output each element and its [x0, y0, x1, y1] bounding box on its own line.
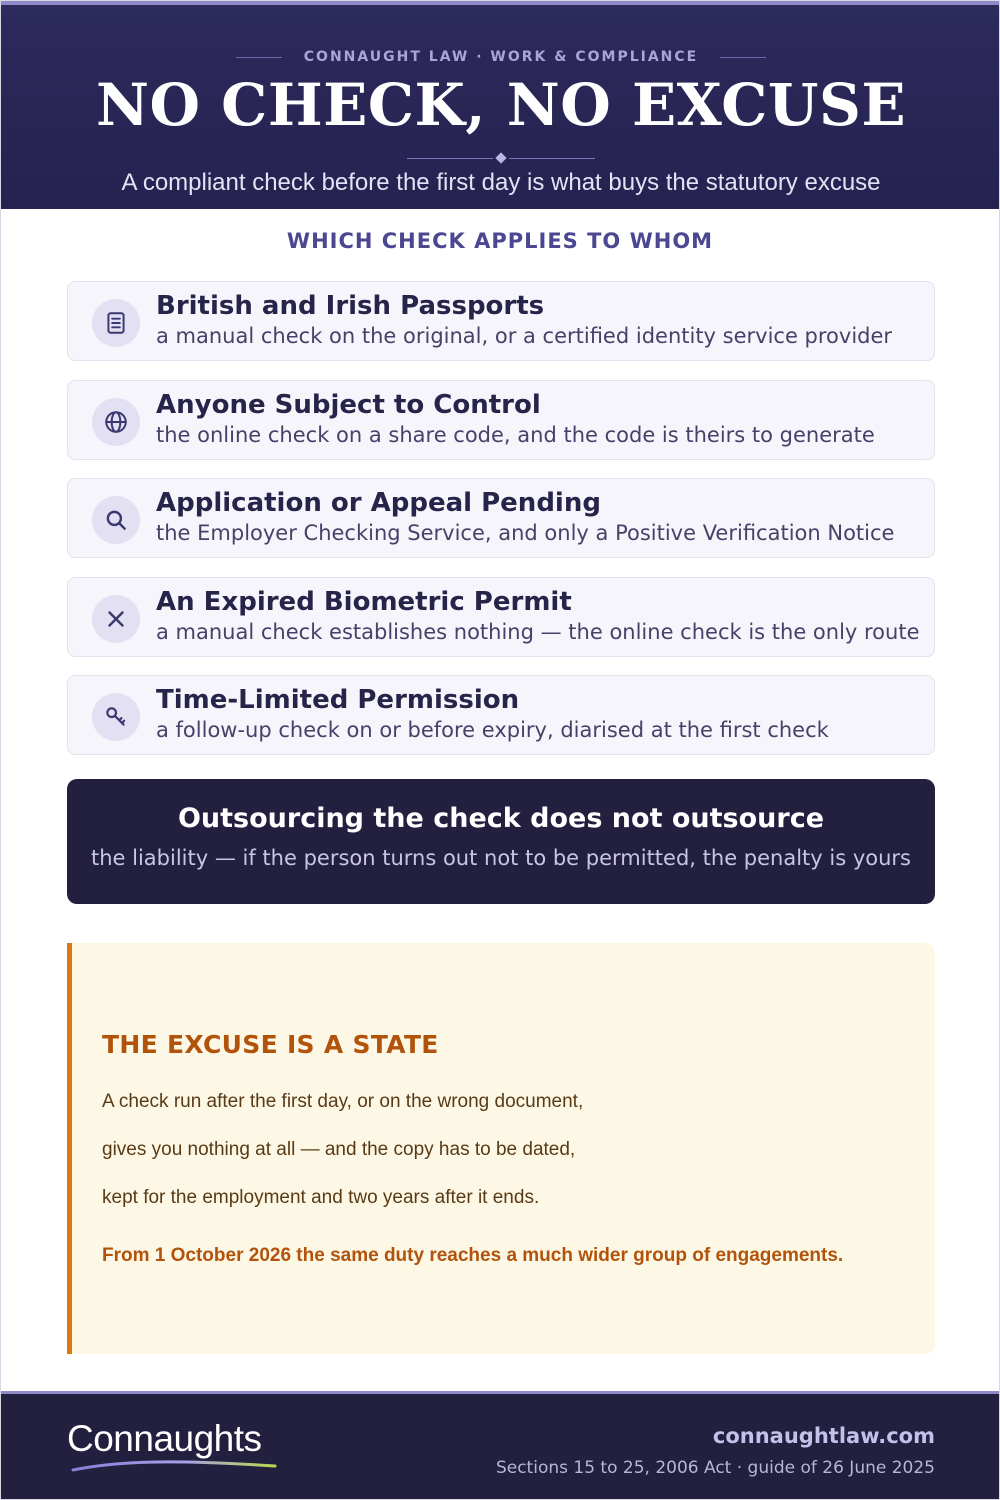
- logo-swoosh-icon: [71, 1458, 277, 1474]
- ornament-line-left: [407, 158, 493, 159]
- diamond-icon: [495, 152, 506, 163]
- check-card-application-pending: [67, 478, 935, 558]
- search-icon: [92, 496, 140, 544]
- note-line: kept for the employment and two years after it ends.: [102, 1187, 540, 1208]
- document-icon: [92, 299, 140, 347]
- note-emphasis: From 1 October 2026 the same duty reaches a much wider group of engagements.: [102, 1245, 844, 1266]
- note-title: THE EXCUSE IS A STATE: [102, 1030, 439, 1059]
- card-description: the Employer Checking Service, and only a Positive Verification Notice: [156, 521, 895, 545]
- eyebrow-divider-right: [720, 57, 766, 58]
- card-title: Time-Limited Permission: [156, 685, 520, 715]
- check-card-expired-permit: [67, 577, 935, 657]
- brand-logo: Connaughts: [67, 1418, 262, 1459]
- check-card-time-limited: [67, 675, 935, 755]
- card-title: Application or Appeal Pending: [156, 488, 601, 518]
- ornament-line-right: [509, 158, 595, 159]
- website-link[interactable]: connaughtlaw.com: [712, 1424, 935, 1448]
- check-card-subject-to-control: [67, 380, 935, 460]
- card-description: the online check on a share code, and the code is theirs to generate: [156, 422, 875, 447]
- legal-reference: Sections 15 to 25, 2006 Act · guide of 26 June 2025: [495, 1458, 935, 1478]
- card-description: a manual check establishes nothing — the online check is the only route: [156, 619, 920, 644]
- header-banner: [1, 1, 1000, 209]
- eyebrow-row: [1, 49, 1000, 65]
- card-description: a follow-up check on or before expiry, diarised at the first check: [156, 718, 829, 742]
- card-description: a manual check on the original, or a certified identity service provider: [156, 324, 893, 348]
- callout-title: Outsourcing the check does not outsource: [177, 803, 825, 834]
- footer: [1, 1391, 1000, 1500]
- card-title: An Expired Biometric Permit: [156, 586, 572, 617]
- page-subtitle: A compliant check before the first day is what buys the statutory excuse: [121, 169, 881, 196]
- callout-text: the liability — if the person turns out not to be permitted, the penalty is yours: [91, 846, 911, 870]
- section-heading: WHICH CHECK APPLIES TO WHOM: [286, 229, 714, 253]
- check-card-passports: [67, 281, 935, 361]
- key-icon: [92, 693, 140, 741]
- eyebrow-divider-left: [236, 57, 282, 58]
- page-title: NO CHECK, NO EXCUSE: [95, 71, 907, 139]
- excuse-note: [67, 943, 935, 1354]
- note-line: gives you nothing at all — and the copy has to be dated,: [102, 1139, 576, 1160]
- eyebrow-text: CONNAUGHT LAW · WORK & COMPLIANCE: [303, 49, 699, 65]
- close-icon: [92, 595, 140, 643]
- note-line: A check run after the first day, or on the wrong document,: [102, 1091, 584, 1112]
- check-card-list: [67, 281, 935, 774]
- globe-icon: [92, 398, 140, 446]
- card-title: British and Irish Passports: [156, 291, 545, 321]
- title-ornament: [1, 154, 1000, 162]
- card-title: Anyone Subject to Control: [156, 389, 541, 420]
- liability-callout: [67, 779, 935, 904]
